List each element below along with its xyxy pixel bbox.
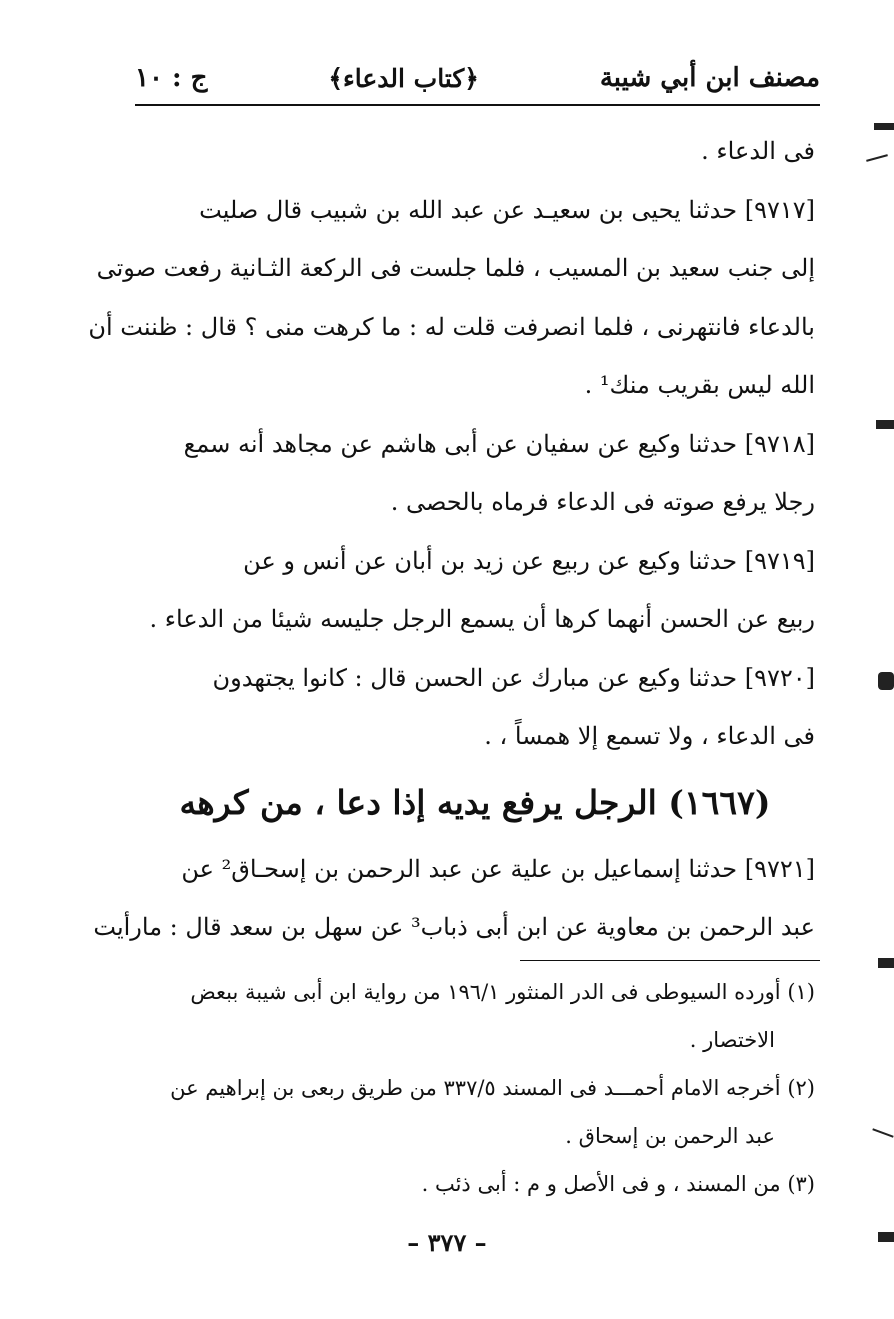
footnote-text: (٣) من المسند ، و فى الأصل و م : أبى ذئب .	[421, 1172, 815, 1196]
hadith-9721	[93, 840, 815, 957]
chapter-title: ﴿كتاب الدعاء﴾	[328, 63, 479, 93]
hadith-9719	[135, 532, 815, 649]
text-line: ربيع عن الحسن أنهما كرها أن يسمع الرجل جليسه شيئا من الدعاء .	[149, 605, 815, 633]
hadith-9720	[135, 649, 815, 766]
scan-mark	[872, 1128, 893, 1137]
footnote-text: (٢) أخرجه الامام أحمـــد فى المسند ٣٣٧/٥ من طريق ربعى بن إبراهيم عن	[170, 1076, 815, 1100]
book-title: مصنف ابن أبي شيبة	[599, 63, 820, 93]
scan-mark	[874, 123, 894, 130]
text-line: إلى جنب سعيد بن المسيب ، فلما جلست فى الركعة الثـانية رفعت صوتى	[96, 254, 815, 282]
paragraph	[135, 122, 815, 181]
footnote-text: (١) أورده السيوطى فى الدر المنثور ١٩٦/١ من رواية ابن أبى شيبة ببعض	[190, 980, 815, 1004]
text-line: بالدعاء فانتهرنى ، فلما انصرفت قلت له : ما كرهت منى ؟ قال : ظننت أن	[88, 312, 815, 341]
footnotes	[135, 968, 815, 1208]
page-number: – ٣٧٧ –	[407, 1228, 487, 1257]
scan-mark	[876, 420, 894, 429]
footnote-2	[135, 1064, 815, 1160]
scan-mark	[866, 154, 888, 162]
text-line: [٩٧٢١] حدثنا إسماعيل بن علية عن عبد الرحمن بن إسحـاق² عن	[181, 854, 815, 883]
text-line: فى الدعاء .	[701, 137, 815, 165]
footnote-rule	[520, 960, 820, 961]
footnote-1	[135, 968, 815, 1064]
text-line: [٩٧١٧] حدثنا يحيى بن سعيـد عن عبد الله بن شبيب قال صليت	[199, 195, 815, 224]
hadith-9717	[88, 181, 815, 415]
section-heading: (١٦٦٧) الرجل يرفع يديه إذا دعا ، من كرهه	[179, 782, 771, 822]
main-text	[88, 122, 815, 957]
volume-number: ج : ١٠	[135, 63, 208, 93]
running-header	[135, 58, 820, 98]
scan-mark	[878, 1232, 894, 1242]
footnote-continuation: عبد الرحمن بن إسحاق .	[565, 1124, 775, 1148]
text-line: رجلا يرفع صوته فى الدعاء فرماه بالحصى .	[390, 488, 815, 516]
hadith-9718	[135, 415, 815, 532]
text-line: [٩٧١٩] حدثنا وكيع عن ربيع عن زيد بن أبان عن أنس و عن	[243, 546, 815, 575]
footnote-3	[135, 1160, 815, 1208]
text-line: الله ليس بقريب منك¹ .	[584, 371, 815, 399]
footnote-continuation: الاختصار .	[689, 1028, 775, 1052]
scan-mark	[878, 672, 894, 690]
text-line: [٩٧١٨] حدثنا وكيع عن سفيان عن أبى هاشم عن مجاهد أنه سمع	[183, 429, 815, 458]
text-line: عبد الرحمن بن معاوية عن ابن أبى ذباب³ عن سهل بن سعد قال : مارأيت	[93, 913, 815, 941]
text-line: فى الدعاء ، ولا تسمع إلا همساً ، .	[484, 722, 815, 750]
scan-mark	[878, 958, 894, 968]
header-rule	[135, 104, 820, 106]
text-line: [٩٧٢٠] حدثنا وكيع عن مبارك عن الحسن قال : كانوا يجتهدون	[212, 663, 815, 692]
